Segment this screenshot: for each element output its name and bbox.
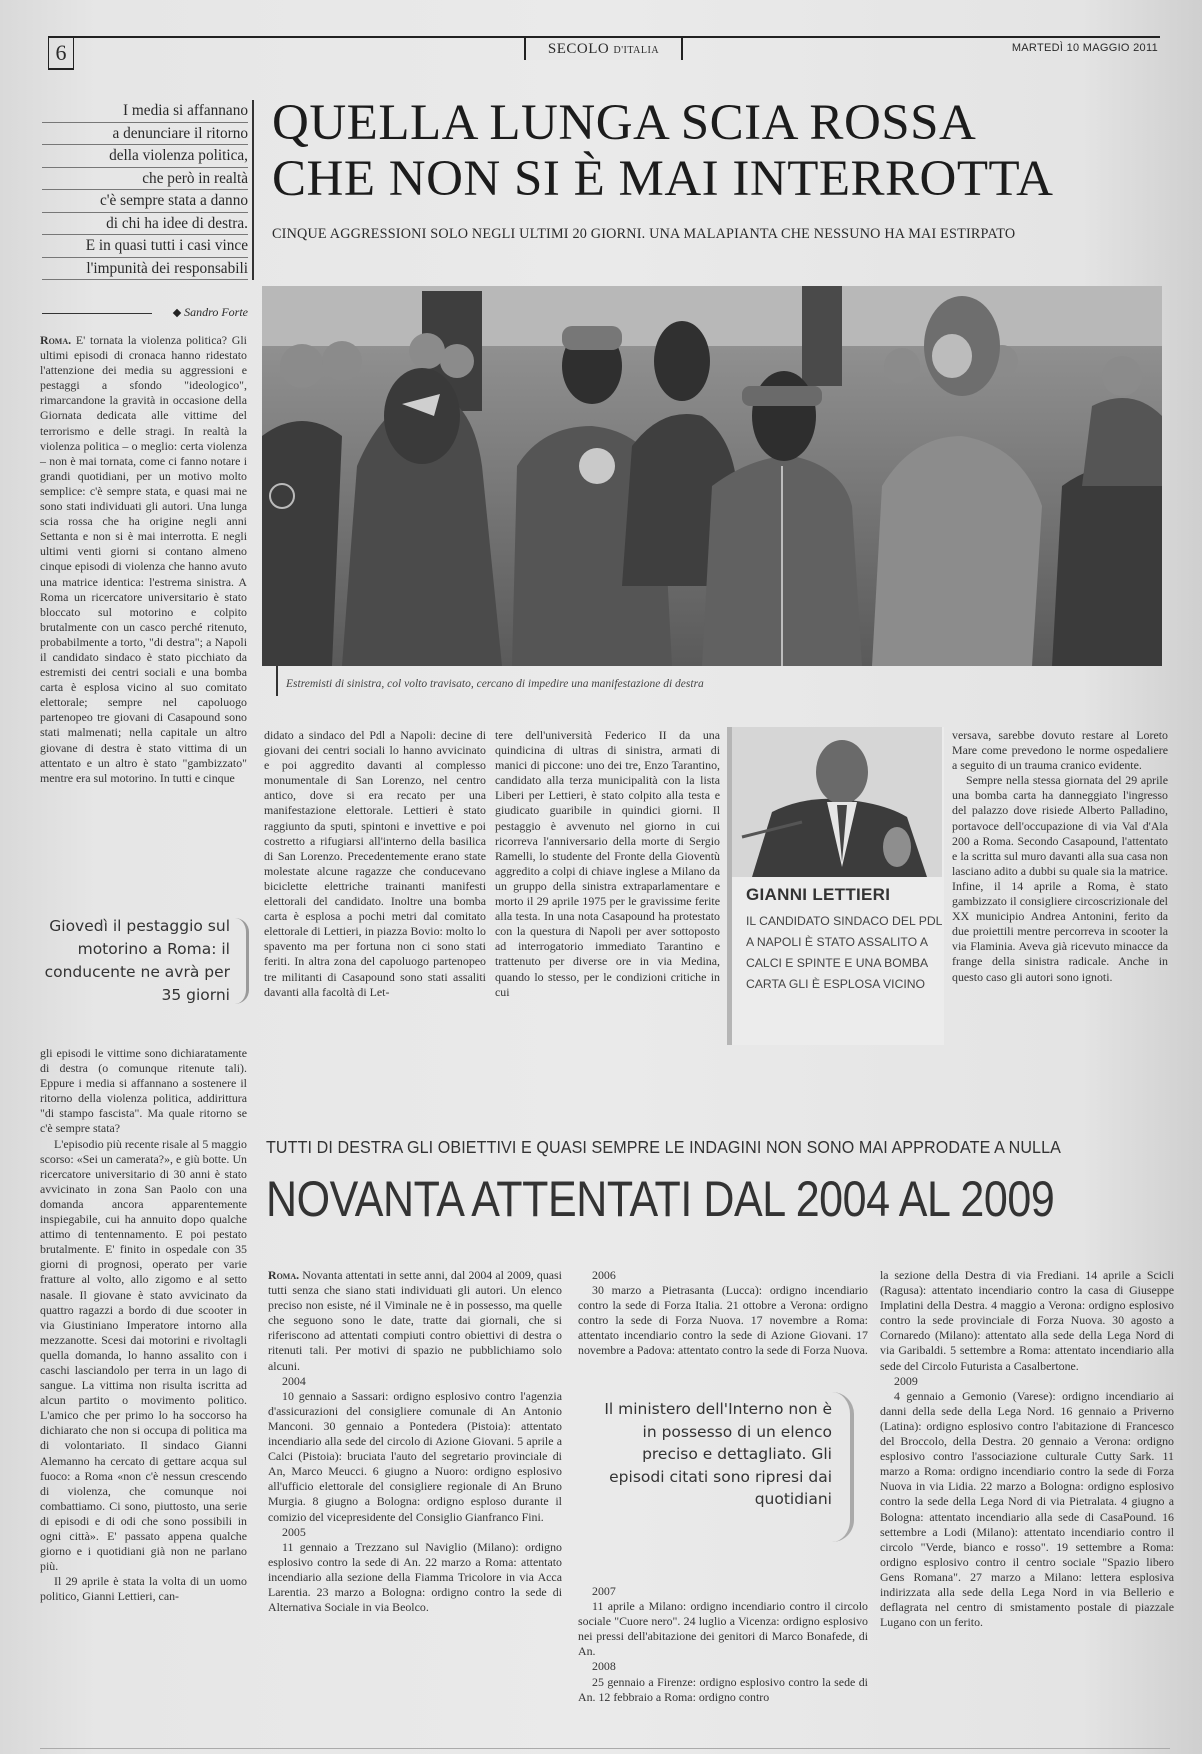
profile-description: IL CANDIDATO SINDACO DEL PDL A NAPOLI È STATO ASSALITO A CALCI E SPINTE E UNA BOMBA CARTA GLI È ESPLOSA VICINO — [746, 914, 942, 991]
kicker-line: E in quasi tutti i casi vince — [42, 235, 248, 258]
article-text: L'episodio più recente risale al 5 maggio scorso: «Sei un camerata?», e giù botte. Un ricercatore universitario di 30 anni è stato avvicinato in zona San Paolo con una domanda ancora apparentemente inspiegabile, cui ha annuito dopo qualche attimo di tentennamento. E poi pestato brutalmente. E' finito in ospedale con 35 giorni di prognosi, operato per varie fratture al volto, allo zigomo e al setto nasale. Il giovane è stato avvicinato da quattro ragazzi a bordo di due scooter in via Giustiniano Imperatore intorno alla mezzanotte. Scesi dai motorini e rivoltagli quella domanda, lo hanno assalito con i caschi lasciandolo per terra in un lago di sangue. La vittima non risulta iscritta ad alcun partito o movimento politico. L'amico che per primo lo ha soccorso ha dichiarato che non si occupa di politica ma di volontariato. Il sindaco Gianni Alemanno ha cercato di gettare acqua sul fuoco: a Roma «non c'è nessun crescendo di violenza, che comunque noi combattiamo. Ci sono, piuttosto, una serie di episodi e di odi che sono possibili in ogni città». E' passato appena qualche giorno e i quotidiani già non ne parlano più. — [40, 1136, 247, 1574]
section-headline: NOVANTA ATTENTATI DAL 2004 AL 2009 — [266, 1171, 1055, 1227]
article-text: E' tornata la violenza politica? Gli ultimi episodi di cronaca hanno ridestato l'attenzione dei media su aggressioni e pestaggi a sfondo "ideologico", rimarcandone la gravità in occasione della Giornata dedicata alle vittime del terrorismo e delle stragi. In realtà la violenza politica – o meglio: certa violenza – non è mai tornata, come ci fanno notare i grandi quotidiani, per un motivo molto semplice: c'è sempre stata, e quasi mai ne sono stati individuati gli autori. Una lunga scia rossa che ha origine negli anni Settanta e non si è mai interrotta. E negli ultimi venti giorni si contano almeno cinque episodi di violenza che hanno avuto una matrice identica: l'estrema sinistra. A Roma un ricercatore universitario è stato bloccato sul motorino e colpito brutalmente con un casco perché ritenuto, probabilmente a torto, "di destra"; a Napoli il candidato sindaco è stato picchiato da estremisti dei centri sociali e una bomba carta è esplosa vicino al suo comitato elettorale; sempre nel capoluogo partenopeo tre giovani di Casapound sono stati malmenati; nella capitale un altro giovane di destra è stato vittima di un attentato e un altro è stato "gambizzato" mentre era sul motorino. In tutti e cinque — [40, 333, 247, 785]
article-text: gli episodi le vittime sono dichiaratamente di destra (o comunque ritenute tali). Eppure i media si affannano a sostenere il ritorno della violenza politica, addirittura "di stampo fascista". Ma quale ritorno se c'è sempre stata? — [40, 1046, 247, 1136]
year-heading: 2004 — [282, 1373, 306, 1388]
list-column-2 — [578, 1268, 868, 1359]
kicker-line: a denunciare il ritorno — [42, 123, 248, 146]
pull-quote-1: Giovedì il pestaggio sul motorino a Roma: il conducente ne avrà per 35 giorni — [44, 917, 230, 1004]
pull-quote-2: Il ministero dell'Interno non è in possesso di un elenco preciso e dettagliato. Gli episodi citati sono ripresi dai quotidiani — [604, 1400, 832, 1508]
page-bottom-rule — [40, 1748, 1170, 1749]
issue-date: MARTEDÌ 10 MAGGIO 2011 — [1011, 42, 1158, 54]
kicker-line: della violenza politica, — [42, 145, 248, 168]
profile-box — [727, 727, 944, 1045]
author-name: Sandro Forte — [184, 305, 248, 319]
article-column-5 — [952, 728, 1168, 985]
article-column-3 — [495, 728, 720, 1000]
kicker-quote — [42, 100, 254, 280]
kicker-line: I media si affannano — [42, 100, 248, 123]
article-text: Sempre nella stessa giornata del 29 aprile una bomba carta ha danneggiato l'ingresso del palazzo dove risiede Alberto Palladino, portavoce dell'occupazione di via Val d'Ala 200 a Roma. Secondo Casapound, l'attentato e la scritta sul muro davanti alla sua casa non lasciano adito a dubbi su quale sia la matrice. Infine, il 14 aprile a Roma, è stato gambizzato il consigliere circoscrizionale del XX municipio Andrea Antonini, ferito da due proiettili mentre percorreva in scooter la via Flaminia. Aveva già ricevuto minacce da frange della sinistra radicale. Anche in questo caso gli autori sono ignoti. — [952, 773, 1168, 984]
list-column-1 — [268, 1268, 562, 1615]
intro-text: Novanta attentati in sette anni, dal 2004 al 2009, quasi tutti senza che siano stati individuati gli autori. Un elenco preciso non esiste, né il Viminale ne è in possesso, ma quelle che seguono sono le date, tratte dai giornali, che si riferiscono ad attentati compiuti contro obiettivi di destra o ritenuti tali. Per motivi di spazio ne pubblichiamo solo alcuni. — [268, 1268, 562, 1373]
kicker-line: che però in realtà — [42, 168, 248, 191]
kicker-line: c'è sempre stata a danno — [42, 190, 248, 213]
kicker-line: di chi ha idee di destra. — [42, 213, 248, 236]
photo-caption: Estremisti di sinistra, col volto travisato, cercano di impedire una manifestazione di destra — [286, 678, 704, 690]
year-text: 11 aprile a Milano: ordigno incendiario contro il circolo sociale "Cuore nero". 24 luglio a Vicenza: ordigno esplosivo nei pressi dell'abitazione dei genitori di Marco Bonafede, di An. — [578, 1599, 868, 1659]
year-heading: 2009 — [894, 1373, 918, 1388]
article-text: didato a sindaco del Pdl a Napoli: decine di giovani dei centri sociali lo hanno avvicinato e poi aggredito davanti al complesso monumentale di San Lorenzo, nel centro antico, dove si era recato per una manifestazione elettorale. Lettieri è stato raggiunto da sputi, spintoni e invettive e poi costretto a rifugiarsi all'interno della basilica di San Lorenzo. Precedentemente erano state molestate alcune ragazze che conducevano biciclette elettriche trainanti manifesti elettorali del candidato. Inoltre una bomba carta è esplosa a pochi metri dal comitato elettorale di Lettieri, in piazza Bovio: molto lo spavento ma per fortuna non ci sono stati feriti. In altra zona del capoluogo partenopeo tre militanti di Casapound sono stati assaliti davanti alla facoltà di Let- — [264, 728, 486, 999]
byline — [42, 305, 248, 320]
headline-deck: CINQUE AGGRESSIONI SOLO NEGLI ULTIMI 20 GIORNI. UNA MALAPIANTA CHE NESSUNO HA MAI ESTIRPATO — [272, 226, 1016, 242]
headline-line-1: QUELLA LUNGA SCIA ROSSA — [272, 95, 977, 151]
section-kicker: TUTTI DI DESTRA GLI OBIETTIVI E QUASI SEMPRE LE INDAGINI NON SONO MAI APPRODATE A NULLA — [266, 1137, 1061, 1157]
year-heading: 2008 — [592, 1659, 616, 1674]
caption-bar — [276, 666, 278, 696]
year-text: 30 marzo a Pietrasanta (Lucca): ordigno incendiario contro la sede di Forza Italia. 21 ottobre a Verona: ordigno contro la sede di Forza Nuova. 17 novembre a Roma: attentato incendiario contro la sede di Azione Giovani. 17 novembre a Padova: attentato contro la sede di Forza Nuova. — [578, 1283, 868, 1358]
portrait-photo — [732, 727, 942, 877]
year-text: 4 gennaio a Gemonio (Varese): ordigno incendiario ai danni della sede della Lega Nord. 16 gennaio a Priverno (Latina): ordigno esplosivo contro l'abitazione di Francesco del Broccolo, della Destra. 20 gennaio a Verona: ordigno esplosivo contro l'associazione culturale Cutty Sark. 11 marzo a Roma: ordigno incendiario contro la sede di Forza Nuova in via Lidia. 22 marzo a Bologna: ordigno esplosivo contro la sede della Lega Nord di via Pietralata. 4 giugno a Bologna: attentato incendiario alla sede di CasaPound. 16 settembre a Lodi (Milano): attentato incendiario contro il circolo "Verde, bianco e rosso". 19 settembre a Roma: ordigno esplosivo contro il centro sociale "Spazio libero Gens Romana". 27 marzo a Milano: lettera esplosiva indirizzata alla sede della Lega Nord in via Bellerio e deflagrata nel centro di smistamento postale di piazzale Lugano con un ferito. — [880, 1388, 1174, 1630]
dateline: Roma. — [40, 333, 72, 347]
diamond-icon — [173, 309, 181, 317]
article-text: tere dell'università Federico II da una quindicina di ultras di sinistra, armati di manici di piccone: uno dei tre, Enzo Tarantino, candidato alla terza municipalità con la lista Liberi per Lettieri, è stato colpito alla testa e giudicato guaribile in quindici giorni. Il pestaggio è avvenuto nel giorno in cui ricorreva l'anniversario della morte di Sergio Ramelli, lo studente del Fronte della Gioventù aggredito a colpi di chiave inglese a Milano da un gruppo della sinistra extraparlamentare e morto il 29 aprile 1975 per le gravissime ferite alla testa. In una nota Casapound ha protestato con la questura di Napoli per aver sottoposto ad interrogatorio immediato Tarantino e trattenuto per diverse ore in via Medina, quando lo stesso, per le condizioni critiche in cui — [495, 728, 720, 999]
article-column-1 — [40, 333, 247, 786]
year-text: 25 gennaio a Firenze: ordigno esplosivo contro la sede di An. 12 febbraio a Roma: ordigno contro — [578, 1674, 868, 1704]
brace-decoration — [232, 918, 249, 1004]
photo-image — [262, 286, 1162, 666]
brace-decoration — [832, 1392, 854, 1542]
masthead — [524, 38, 683, 60]
article-column-1-continued — [40, 1046, 247, 1604]
masthead-suffix: D'ITALIA — [613, 45, 660, 56]
main-headline — [272, 95, 1053, 207]
profile-name: GIANNI LETTIERI — [746, 885, 891, 904]
page-number: 6 — [48, 38, 74, 70]
year-heading: 2005 — [282, 1524, 306, 1539]
dateline: Roma. — [268, 1268, 300, 1282]
year-text: 10 gennaio a Sassari: ordigno esplosivo contro l'agenzia d'assicurazioni del consigliere comunale di An Antonio Manconi. 30 gennaio a Pontedera (Pistoia): attentato incendiario alla sede del circolo di Azione Giovani. 5 aprile a Calci (Pistoia): bruciata l'auto del segretario provinciale di An, Marco Meucci. 6 giugno a Nuoro: ordigno esplosivo all'ufficio elettorale del consigliere regionale di An Bruno Murgia. 8 giugno a Bologna: ordigno esploso durante il comizio del vicepresidente del Consiglio Gianfranco Fini. — [268, 1388, 562, 1524]
masthead-name: SECOLO — [547, 41, 610, 57]
portrait-image — [732, 727, 942, 877]
year-heading: 2007 — [592, 1584, 616, 1598]
protest-photo — [262, 286, 1162, 666]
headline-line-2: CHE NON SI È MAI INTERROTTA — [272, 151, 1054, 207]
year-heading: 2006 — [592, 1268, 616, 1282]
year-text: la sezione della Destra di via Frediani. 14 aprile a Scicli (Ragusa): attentato incendiario contro la casa di Giuseppe Implatini della Destra. 4 maggio a Verona: ordigno esplosivo contro la sede provinciale di Forza Nuova. 30 agosto a Cornaredo (Milano): attentato alla sede della Lega Nord di via Garibaldi. 5 settembre a Roma: attentato incendiario alla sede del Circolo Futurista a Casalbertone. — [880, 1268, 1174, 1373]
year-text: 11 gennaio a Trezzano sul Naviglio (Milano): ordigno esplosivo contro la sede di An. 22 marzo a Roma: attentato incendiario alla sezione della Fiamma Tricolore in via Acca Larentia. 23 marzo a Bologna: ordigno contro la sede di Alternativa Sociale in via Beolco. — [268, 1539, 562, 1615]
article-text: versava, sarebbe dovuto restare al Loreto Mare come prevedono le norme ospedaliere a seguito di un trauma cranico evidente. — [952, 728, 1168, 773]
list-column-2-continued — [578, 1584, 868, 1705]
article-column-2 — [264, 728, 486, 1000]
list-column-3 — [880, 1268, 1174, 1630]
article-text: Il 29 aprile è stata la volta di un uomo politico, Gianni Lettieri, can- — [40, 1574, 247, 1604]
kicker-line: l'impunità dei responsabili — [42, 258, 248, 281]
